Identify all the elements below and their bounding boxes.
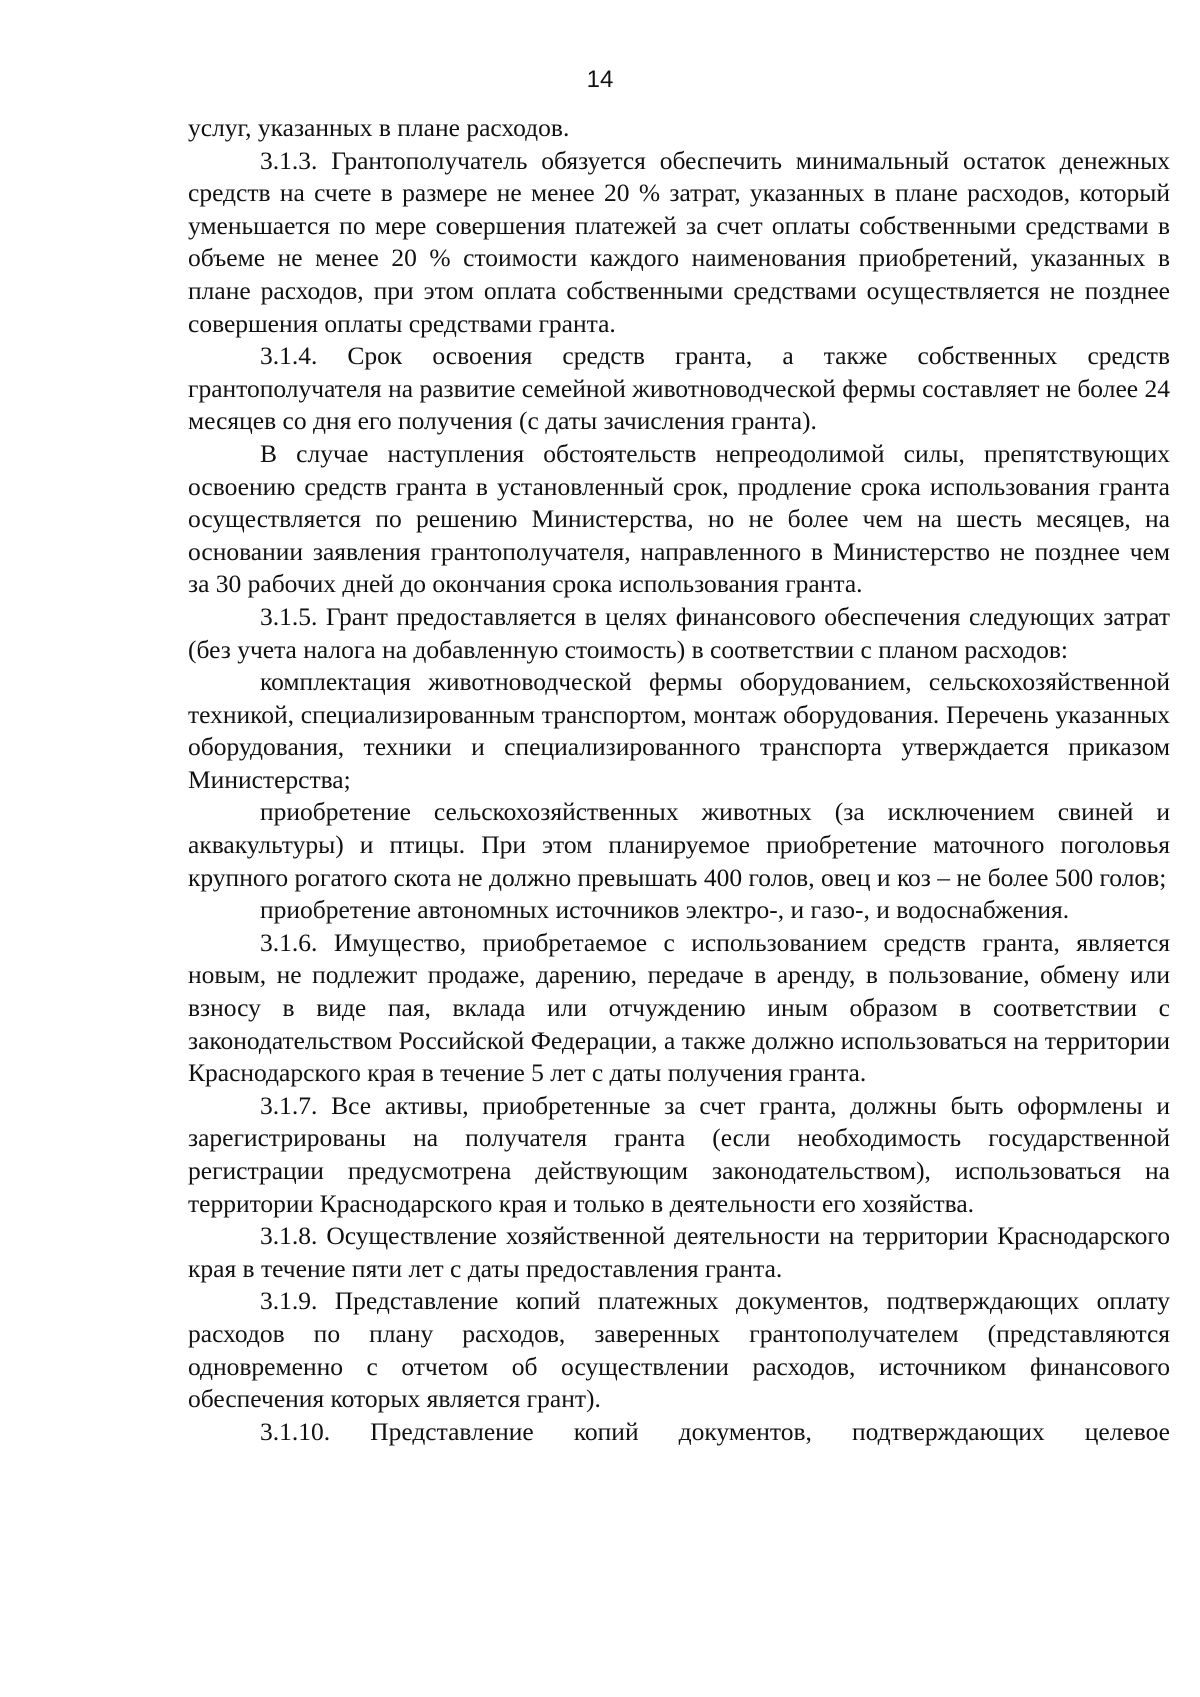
paragraph-3-1-6: 3.1.6. Имущество, приобретаемое с использованием средств гранта, является новым, не подлежит продаже, дарению, передаче в аренду, в пользование, обмену или взносу в виде пая, вклада или отчуждению иным образом в соответствии с законодательством Российской Федерации, а также должно использоваться на территории Краснодарского края в течение 5 лет с даты получения гранта. (188, 927, 1170, 1088)
paragraph-3-1-8: 3.1.8. Осуществление хозяйственной деятельности на территории Краснодарского края в течение пяти лет с даты предоставления гранта. (188, 1221, 1170, 1283)
paragraph-3-1-10: 3.1.10. Представление копий документов, подтверждающих целевое (260, 1416, 1170, 1446)
paragraph-3-1-3: 3.1.3. Грантополучатель обязуется обеспечить минимальный остаток денежных средств на счете в размере не менее 20 % затрат, указанных в плане расходов, который уменьшается по мере совершения платежей за счет оплаты собственными средствами в объеме не менее 20 % стоимости каждого наименования приобретений, указанных в плане расходов, при этом оплата собственными средствами осуществляется не позднее совершения оплаты средствами гранта. (188, 145, 1170, 338)
paragraph-equipment: комплектация животноводческой фермы оборудованием, сельскохозяйственной техникой, специализированным транспортом, монтаж оборудования. Перечень указанных оборудования, техники и специализированного транспорта утверждается приказом Министерства; (188, 667, 1170, 794)
paragraph-force-majeure: В случае наступления обстоятельств непреодолимой силы, препятствующих освоению средств гранта в установленный срок, продление срока использования гранта осуществляется по решению Министерства, но не более чем на шесть месяцев, на основании заявления грантополучателя, направленного в Министерство не позднее чем за 30 рабочих дней до окончания срока использования гранта. (188, 438, 1170, 599)
page-number: 14 (586, 66, 614, 93)
paragraph-3-1-9: 3.1.9. Представление копий платежных документов, подтверждающих оплату расходов по плану расходов, заверенных грантополучателем (представляются одновременно с отчетом об осуществлении расходов, источником финансового обеспечения которых является грант). (188, 1286, 1170, 1414)
paragraph-3-1-4: 3.1.4. Срок освоения средств гранта, а также собственных средств грантополучателя на развитие семейной животноводческой фермы составляет не более 24 месяцев со дня его получения (с даты зачисления гранта). (188, 341, 1170, 436)
document-body (188, 112, 1170, 1448)
paragraph-3-1-5: 3.1.5. Грант предоставляется в целях финансового обеспечения следующих затрат (без учета налога на добавленную стоимость) в соответствии с планом расходов: (188, 601, 1170, 664)
paragraph-continuation: услуг, указанных в плане расходов. (188, 113, 570, 142)
paragraph-animals: приобретение сельскохозяйственных животных (за исключением свиней и аквакультуры) и птицы. При этом планируемое приобретение маточного поголовья крупного рогатого скота не должно превышать 400 голов, овец и коз – не более 500 голов; (188, 797, 1170, 892)
paragraph-3-1-7: 3.1.7. Все активы, приобретенные за счет гранта, должны быть оформлены и зарегистрированы на получателя гранта (если необходимость государственной регистрации предусмотрена действующим законодательством), использоваться на территории Краснодарского края и только в деятельности его хозяйства. (188, 1090, 1170, 1218)
paragraph-utilities: приобретение автономных источников электро-, и газо-, и водоснабжения. (260, 895, 1070, 925)
